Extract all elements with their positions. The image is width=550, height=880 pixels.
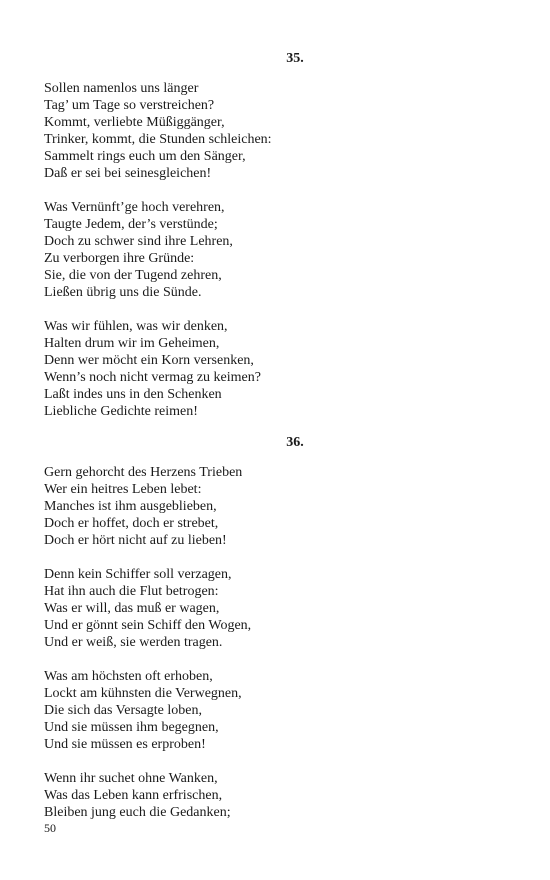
verse-line: Doch zu schwer sind ihre Lehren, xyxy=(44,234,233,249)
verse-line: Gern gehorcht des Herzens Trieben xyxy=(44,465,243,480)
verse-line: Wenn’s noch nicht vermag zu keimen? xyxy=(44,370,261,385)
verse-line: Wenn ihr suchet ohne Wanken, xyxy=(44,771,218,786)
verse-line: Kommt, verliebte Müßiggänger, xyxy=(44,115,225,130)
verse-line: Manches ist ihm ausgeblieben, xyxy=(44,499,217,514)
verse-line: Laßt indes uns in den Schenken xyxy=(44,387,222,402)
verse-line: Was Vernünft’ge hoch verehren, xyxy=(44,200,225,215)
page-number: 50 xyxy=(44,821,56,835)
verse-line: Halten drum wir im Geheimen, xyxy=(44,336,220,351)
verse-line: Denn wer möcht ein Korn versenken, xyxy=(44,353,254,368)
verse-line: Wer ein heitres Leben lebet: xyxy=(44,482,202,497)
verse-line: Ließen übrig uns die Sünde. xyxy=(44,285,202,300)
poem-number: 35. xyxy=(286,51,304,66)
verse-line: Trinker, kommt, die Stunden schleichen: xyxy=(44,132,272,147)
verse-line: Und sie müssen es erproben! xyxy=(44,737,206,752)
stanza xyxy=(44,318,506,420)
verse-line: Denn kein Schiffer soll verzagen, xyxy=(44,567,232,582)
verse-line: Was er will, das muß er wagen, xyxy=(44,601,220,616)
verse-line: Was das Leben kann erfrischen, xyxy=(44,788,223,803)
verse-line: Was wir fühlen, was wir denken, xyxy=(44,319,228,334)
verse-line: Liebliche Gedichte reimen! xyxy=(44,404,198,419)
stanza xyxy=(44,566,506,651)
poem-35 xyxy=(44,50,506,420)
verse-line: Sollen namenlos uns länger xyxy=(44,81,199,96)
verse-line: Hat ihn auch die Flut betrogen: xyxy=(44,584,219,599)
verse-line: Und er gönnt sein Schiff den Wogen, xyxy=(44,618,252,633)
stanza xyxy=(44,464,506,549)
stanza xyxy=(44,668,506,753)
poem-36 xyxy=(44,434,506,838)
verse-line: Sie, die von der Tugend zehren, xyxy=(44,268,222,283)
stanza xyxy=(44,199,506,301)
verse-line: Bleiben jung euch die Gedanken; xyxy=(44,805,231,820)
verse-line: Tag’ um Tage so verstreichen? xyxy=(44,98,215,113)
verse-line: Taugte Jedem, der’s verstünde; xyxy=(44,217,218,232)
verse-line: Die sich das Versagte loben, xyxy=(44,703,202,718)
verse-line: Und er weiß, sie werden tragen. xyxy=(44,635,223,650)
verse-line: Und sie müssen ihm begegnen, xyxy=(44,720,219,735)
verse-line: Zu verborgen ihre Gründe: xyxy=(44,251,195,266)
stanza xyxy=(44,770,506,821)
verse-line: Was am höchsten oft erhoben, xyxy=(44,669,213,684)
verse-line: Lockt am kühnsten die Verwegnen, xyxy=(44,686,242,701)
verse-line: Doch er hört nicht auf zu lieben! xyxy=(44,533,227,548)
verse-line: Daß er sei bei seinesgleichen! xyxy=(44,166,212,181)
book-page xyxy=(44,50,506,820)
stanza xyxy=(44,80,506,182)
verse-line: Doch er hoffet, doch er strebet, xyxy=(44,516,219,531)
verse-line: Sammelt rings euch um den Sänger, xyxy=(44,149,246,164)
poem-number: 36. xyxy=(286,435,304,450)
